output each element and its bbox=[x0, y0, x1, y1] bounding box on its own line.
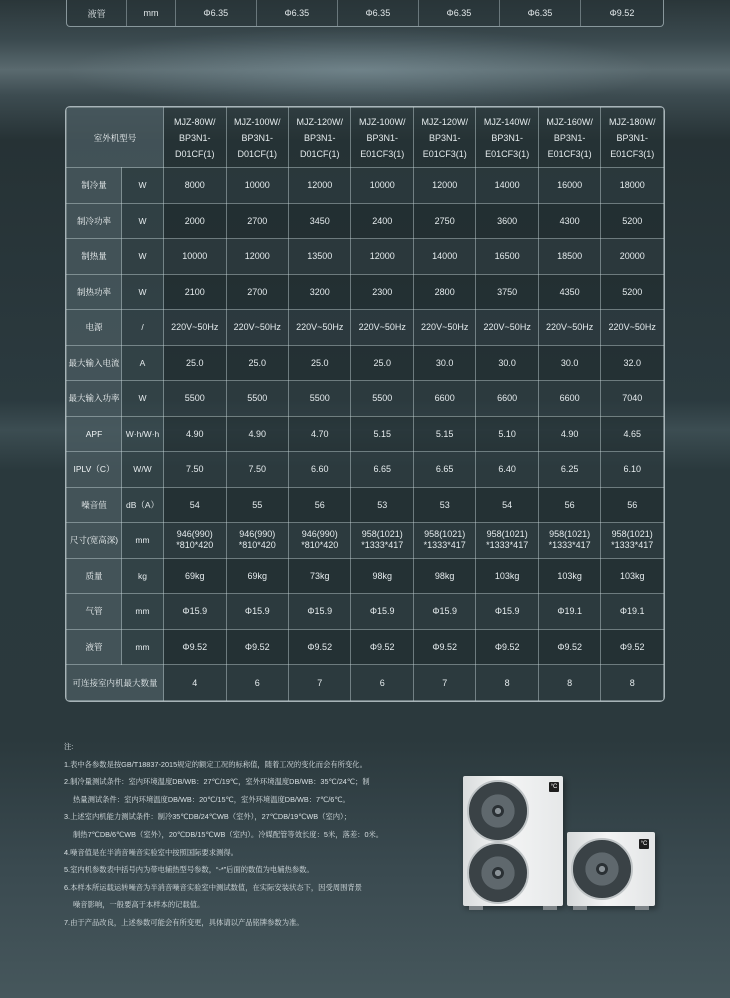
spec-cell: 10000 bbox=[226, 168, 288, 204]
note-line: 4.噪音值是在半消音噪音实验室中按照国际要求测得。 bbox=[64, 847, 238, 857]
spec-row bbox=[67, 452, 664, 488]
spec-row-label: 制热量 bbox=[67, 239, 122, 275]
note-line: 2.制冷量测试条件：室内环境温度DB/WB：27℃/19℃，室外环境温度DB/WB：35℃/24℃；制 bbox=[64, 777, 370, 787]
model-header-cell bbox=[226, 108, 288, 168]
note-line: 热量测试条件：室内环境温度DB/WB：20℃/15℃，室外环境温度DB/WB：7℃/6℃。 bbox=[73, 794, 350, 804]
spec-cell: Φ9.52 bbox=[351, 629, 413, 665]
spec-cell: 7 bbox=[288, 665, 350, 701]
dimension-line: 958(1021) bbox=[611, 529, 653, 540]
spec-row-unit: mm bbox=[122, 523, 164, 559]
model-header-cell bbox=[476, 108, 538, 168]
spec-cell: 5500 bbox=[164, 381, 226, 417]
spec-cell: 98kg bbox=[351, 558, 413, 594]
fan-grille-icon bbox=[467, 780, 529, 842]
spec-cell: 4.70 bbox=[288, 416, 350, 452]
spec-row-unit: kg bbox=[122, 558, 164, 594]
spec-cell: 4 bbox=[164, 665, 226, 701]
spec-cell: Φ19.1 bbox=[601, 594, 664, 630]
spec-row-label: IPLV（C） bbox=[67, 452, 122, 488]
spec-row-label: 最大输入电流 bbox=[67, 345, 122, 381]
spec-cell: 220V~50Hz bbox=[288, 310, 350, 346]
unit-foot bbox=[469, 906, 483, 910]
spec-cell: 2700 bbox=[226, 274, 288, 310]
spec-cell bbox=[164, 523, 226, 559]
top-row-value: Φ6.35 bbox=[257, 0, 338, 26]
spec-cell: 14000 bbox=[476, 168, 538, 204]
spec-cell: 18500 bbox=[538, 239, 600, 275]
model-name-line: BP3N1- bbox=[303, 132, 336, 143]
dimension-line: 958(1021) bbox=[361, 529, 403, 540]
spec-cell: 6600 bbox=[538, 381, 600, 417]
spec-row-label: 噪音值 bbox=[67, 487, 122, 523]
dimension-line: *1333*417 bbox=[611, 540, 654, 551]
spec-cell: 103kg bbox=[538, 558, 600, 594]
spec-cell: 3750 bbox=[476, 274, 538, 310]
spec-cell: 30.0 bbox=[413, 345, 475, 381]
unit-foot bbox=[573, 906, 587, 910]
spec-row-unit: A bbox=[122, 345, 164, 381]
top-row-label: 液管 bbox=[67, 0, 127, 26]
spec-cell: 54 bbox=[476, 487, 538, 523]
spec-cell: Φ9.52 bbox=[226, 629, 288, 665]
spec-table bbox=[65, 106, 665, 702]
dimension-line: *1333*417 bbox=[486, 540, 529, 551]
spec-cell: 20000 bbox=[601, 239, 664, 275]
top-row-value: Φ6.35 bbox=[419, 0, 500, 26]
spec-cell: 10000 bbox=[164, 239, 226, 275]
spec-row bbox=[67, 203, 664, 239]
spec-cell: 7.50 bbox=[226, 452, 288, 488]
spec-row-unit: mm bbox=[122, 594, 164, 630]
spec-cell: 6.65 bbox=[351, 452, 413, 488]
spec-row-unit: dB（A） bbox=[122, 487, 164, 523]
notes-section bbox=[64, 738, 464, 932]
spec-row bbox=[67, 558, 664, 594]
model-name-line: E01CF3(1) bbox=[547, 148, 592, 159]
note-line: 3.上述室内机能力测试条件：制冷35℃DB/24℃WB（室外），27℃DB/19℃WB（室内）； bbox=[64, 812, 351, 822]
spec-cell: 53 bbox=[351, 487, 413, 523]
spec-row bbox=[67, 523, 664, 559]
spec-cell: 220V~50Hz bbox=[351, 310, 413, 346]
spec-cell: 12000 bbox=[413, 168, 475, 204]
spec-cell bbox=[476, 523, 538, 559]
spec-cell: 25.0 bbox=[288, 345, 350, 381]
model-name-line: BP3N1- bbox=[179, 132, 211, 143]
model-name-line: BP3N1- bbox=[553, 132, 586, 143]
spec-row-label: 制冷功率 bbox=[67, 203, 122, 239]
note-line: 6.本样本所运载运转噪音为半消音噪音实验室中测试数值，在实际安装状态下，因受周围背景 bbox=[64, 882, 362, 892]
model-header-cell bbox=[538, 108, 600, 168]
spec-cell: 69kg bbox=[226, 558, 288, 594]
spec-cell: 30.0 bbox=[476, 345, 538, 381]
model-name-line: MJZ-120W/ bbox=[421, 116, 468, 127]
spec-row-label: 尺寸(宽高深) bbox=[67, 523, 122, 559]
spec-row-unit: W bbox=[122, 274, 164, 310]
spec-cell: 12000 bbox=[226, 239, 288, 275]
spec-cell: 25.0 bbox=[164, 345, 226, 381]
dimension-line: *810*420 bbox=[301, 540, 339, 551]
dimension-line: 946(990) bbox=[239, 529, 276, 540]
spec-cell: 7040 bbox=[601, 381, 664, 417]
spec-cell: 4.65 bbox=[601, 416, 664, 452]
spec-cell: 6.10 bbox=[601, 452, 664, 488]
notes-title: 注: bbox=[64, 742, 74, 751]
top-row-value: Φ9.52 bbox=[609, 8, 635, 18]
spec-cell bbox=[226, 523, 288, 559]
model-name-line: MJZ-80W/ bbox=[174, 116, 216, 127]
note-line: 7.由于产品改良，上述参数可能会有所变更，具体请以产品铭牌参数为准。 bbox=[64, 917, 304, 927]
spec-cell: 2100 bbox=[164, 274, 226, 310]
spec-cell: 3200 bbox=[288, 274, 350, 310]
spec-cell bbox=[601, 523, 664, 559]
spec-cell: 25.0 bbox=[226, 345, 288, 381]
spec-cell: 7 bbox=[413, 665, 475, 701]
spec-cell: 6.25 bbox=[538, 452, 600, 488]
model-name-line: D01CF(1) bbox=[237, 148, 277, 159]
top-row-value: Φ6.35 bbox=[176, 0, 257, 26]
spec-cell: 220V~50Hz bbox=[413, 310, 475, 346]
spec-cell: 7.50 bbox=[164, 452, 226, 488]
spec-cell: 220V~50Hz bbox=[476, 310, 538, 346]
spec-cell: 53 bbox=[413, 487, 475, 523]
model-name-line: E01CF3(1) bbox=[422, 148, 467, 159]
spec-cell: 16000 bbox=[538, 168, 600, 204]
dimension-line: *1333*417 bbox=[361, 540, 404, 551]
spec-cell: Φ15.9 bbox=[164, 594, 226, 630]
dimension-line: 946(990) bbox=[301, 529, 338, 540]
spec-cell: 6 bbox=[351, 665, 413, 701]
max-indoor-units-row bbox=[67, 665, 664, 701]
model-name-line: BP3N1- bbox=[491, 132, 523, 143]
model-name-line: BP3N1- bbox=[616, 132, 648, 143]
top-row-value: Φ6.35 bbox=[338, 0, 419, 26]
spec-cell: 8 bbox=[601, 665, 664, 701]
max-indoor-units-label: 可连接室内机最大数量 bbox=[67, 665, 164, 701]
spec-cell: 5200 bbox=[601, 203, 664, 239]
spec-cell: 103kg bbox=[601, 558, 664, 594]
spec-cell: 56 bbox=[538, 487, 600, 523]
spec-cell: 2700 bbox=[226, 203, 288, 239]
spec-row bbox=[67, 381, 664, 417]
model-header-cell bbox=[413, 108, 475, 168]
spec-cell: Φ15.9 bbox=[413, 594, 475, 630]
model-name-line: MJZ-120W/ bbox=[296, 116, 343, 127]
spec-cell: Φ9.52 bbox=[164, 629, 226, 665]
model-name-line: BP3N1- bbox=[428, 132, 461, 143]
model-name-line: E01CF3(1) bbox=[485, 148, 530, 159]
spec-cell: 6600 bbox=[476, 381, 538, 417]
spec-cell: 8 bbox=[538, 665, 600, 701]
spec-row-unit: W/W bbox=[122, 452, 164, 488]
spec-row-label: 液管 bbox=[67, 629, 122, 665]
spec-row-unit: W bbox=[122, 381, 164, 417]
spec-cell: Φ9.52 bbox=[288, 629, 350, 665]
model-name-line: MJZ-180W/ bbox=[608, 116, 656, 127]
spec-row-unit: W bbox=[122, 239, 164, 275]
brand-logo-icon: °C bbox=[550, 784, 558, 790]
fan-grille-icon bbox=[467, 842, 529, 904]
model-name-line: BP3N1- bbox=[241, 132, 273, 143]
outdoor-unit-single-fan-image bbox=[567, 832, 655, 906]
spec-row-unit: / bbox=[122, 310, 164, 346]
spec-cell: 5.10 bbox=[476, 416, 538, 452]
spec-cell: 16500 bbox=[476, 239, 538, 275]
spec-cell: Φ15.9 bbox=[351, 594, 413, 630]
spec-cell: 12000 bbox=[288, 168, 350, 204]
spec-row bbox=[67, 629, 664, 665]
model-name-line: E01CF3(1) bbox=[360, 148, 405, 159]
spec-cell: 2400 bbox=[351, 203, 413, 239]
spec-cell: 6.40 bbox=[476, 452, 538, 488]
spec-cell: 18000 bbox=[601, 168, 664, 204]
unit-foot bbox=[635, 906, 649, 910]
spec-row-unit: W·h/W·h bbox=[122, 416, 164, 452]
spec-cell: 5500 bbox=[351, 381, 413, 417]
spec-row bbox=[67, 274, 664, 310]
spec-cell: Φ9.52 bbox=[538, 629, 600, 665]
spec-cell: 4.90 bbox=[164, 416, 226, 452]
spec-row-label: 电源 bbox=[67, 310, 122, 346]
spec-row bbox=[67, 239, 664, 275]
spec-cell: 3450 bbox=[288, 203, 350, 239]
model-header-cell bbox=[601, 108, 664, 168]
spec-row-label: 质量 bbox=[67, 558, 122, 594]
spec-cell: 6.60 bbox=[288, 452, 350, 488]
spec-table-grid bbox=[66, 107, 664, 701]
spec-row-label: 气管 bbox=[67, 594, 122, 630]
spec-cell: 4.90 bbox=[226, 416, 288, 452]
spec-cell: 2750 bbox=[413, 203, 475, 239]
spec-cell: 220V~50Hz bbox=[538, 310, 600, 346]
spec-cell: 32.0 bbox=[601, 345, 664, 381]
spec-cell: 54 bbox=[164, 487, 226, 523]
header-label: 室外机型号 bbox=[67, 108, 164, 168]
dimension-line: *1333*417 bbox=[548, 540, 591, 551]
top-partial-table-row bbox=[66, 0, 664, 27]
model-header-cell bbox=[351, 108, 413, 168]
spec-cell bbox=[538, 523, 600, 559]
dimension-line: *810*420 bbox=[238, 540, 276, 551]
dimension-line: *810*420 bbox=[176, 540, 214, 551]
model-name-line: MJZ-100W/ bbox=[358, 116, 406, 127]
dimension-line: 958(1021) bbox=[486, 529, 528, 540]
note-line: 1.表中各参数是按GB/T18837-2015规定的额定工况的标称值，随着工况的变化而会有所变化。 bbox=[64, 759, 367, 769]
spec-cell: Φ15.9 bbox=[226, 594, 288, 630]
spec-row bbox=[67, 487, 664, 523]
spec-row-unit: mm bbox=[122, 629, 164, 665]
spec-cell: 4350 bbox=[538, 274, 600, 310]
spec-cell: 69kg bbox=[164, 558, 226, 594]
spec-row bbox=[67, 594, 664, 630]
spec-cell bbox=[413, 523, 475, 559]
spec-cell: 5200 bbox=[601, 274, 664, 310]
dimension-line: 958(1021) bbox=[424, 529, 466, 540]
model-name-line: D01CF(1) bbox=[175, 148, 215, 159]
spec-row bbox=[67, 345, 664, 381]
model-name-line: MJZ-140W/ bbox=[483, 116, 531, 127]
dimension-line: 946(990) bbox=[176, 529, 213, 540]
spec-cell: 3600 bbox=[476, 203, 538, 239]
spec-cell: 12000 bbox=[351, 239, 413, 275]
model-name-line: D01CF(1) bbox=[299, 148, 340, 159]
spec-cell: 56 bbox=[601, 487, 664, 523]
spec-cell: 5500 bbox=[226, 381, 288, 417]
model-name-line: MJZ-100W/ bbox=[233, 116, 281, 127]
spec-cell: Φ9.52 bbox=[413, 629, 475, 665]
note-line: 制热7℃DB/6℃WB（室外），20℃DB/15℃WB（室内）。冷媒配管等效长度：5米，落差：0米。 bbox=[73, 829, 384, 839]
spec-cell: 2000 bbox=[164, 203, 226, 239]
fan-grille-icon bbox=[571, 838, 633, 900]
dimension-line: 958(1021) bbox=[549, 529, 591, 540]
spec-row-unit: W bbox=[122, 168, 164, 204]
spec-cell: 6600 bbox=[413, 381, 475, 417]
dimension-line: *1333*417 bbox=[423, 540, 466, 551]
spec-cell: 6.65 bbox=[413, 452, 475, 488]
spec-cell: Φ15.9 bbox=[476, 594, 538, 630]
spec-cell bbox=[288, 523, 350, 559]
model-header-cell bbox=[288, 108, 350, 168]
spec-cell: 10000 bbox=[351, 168, 413, 204]
spec-cell: 5.15 bbox=[413, 416, 475, 452]
spec-cell: 55 bbox=[226, 487, 288, 523]
spec-cell: Φ9.52 bbox=[476, 629, 538, 665]
spec-cell: 2800 bbox=[413, 274, 475, 310]
model-name-line: MJZ-160W/ bbox=[546, 116, 593, 127]
spec-cell: 4.90 bbox=[538, 416, 600, 452]
spec-cell: 2300 bbox=[351, 274, 413, 310]
spec-cell: 73kg bbox=[288, 558, 350, 594]
spec-cell: 103kg bbox=[476, 558, 538, 594]
note-line: 5.室内机参数表中括号内为带电辅热型号参数，“-*”后面的数值为电辅热参数。 bbox=[64, 865, 314, 875]
spec-cell: 4300 bbox=[538, 203, 600, 239]
spec-cell: 5.15 bbox=[351, 416, 413, 452]
spec-row-label: APF bbox=[67, 416, 122, 452]
spec-row-label: 制热功率 bbox=[67, 274, 122, 310]
model-header-cell bbox=[164, 108, 226, 168]
spec-cell: 6 bbox=[226, 665, 288, 701]
top-row-value: Φ6.35 bbox=[500, 0, 581, 26]
top-row-unit: mm bbox=[127, 0, 175, 26]
outdoor-unit-dual-fan-image bbox=[463, 776, 563, 906]
spec-row bbox=[67, 310, 664, 346]
spec-cell: 8 bbox=[476, 665, 538, 701]
brand-logo-icon: °C bbox=[640, 841, 648, 847]
spec-cell: 98kg bbox=[413, 558, 475, 594]
spec-cell: 56 bbox=[288, 487, 350, 523]
model-header-row bbox=[67, 108, 664, 168]
spec-row bbox=[67, 168, 664, 204]
spec-cell: Φ9.52 bbox=[601, 629, 664, 665]
spec-cell bbox=[351, 523, 413, 559]
model-name-line: BP3N1- bbox=[366, 132, 398, 143]
spec-cell: 25.0 bbox=[351, 345, 413, 381]
spec-cell: 13500 bbox=[288, 239, 350, 275]
spec-cell: Φ15.9 bbox=[288, 594, 350, 630]
spec-cell: 220V~50Hz bbox=[226, 310, 288, 346]
spec-cell: 220V~50Hz bbox=[601, 310, 664, 346]
note-line: 噪音影响，一般要高于本样本的记载值。 bbox=[73, 900, 205, 910]
model-name-line: E01CF3(1) bbox=[610, 148, 655, 159]
spec-cell: 8000 bbox=[164, 168, 226, 204]
spec-cell: Φ19.1 bbox=[538, 594, 600, 630]
spec-cell: 220V~50Hz bbox=[164, 310, 226, 346]
spec-row bbox=[67, 416, 664, 452]
spec-cell: 30.0 bbox=[538, 345, 600, 381]
spec-row-label: 制冷量 bbox=[67, 168, 122, 204]
spec-cell: 14000 bbox=[413, 239, 475, 275]
spec-row-unit: W bbox=[122, 203, 164, 239]
spec-cell: 5500 bbox=[288, 381, 350, 417]
spec-row-label: 最大输入功率 bbox=[67, 381, 122, 417]
unit-foot bbox=[543, 906, 557, 910]
